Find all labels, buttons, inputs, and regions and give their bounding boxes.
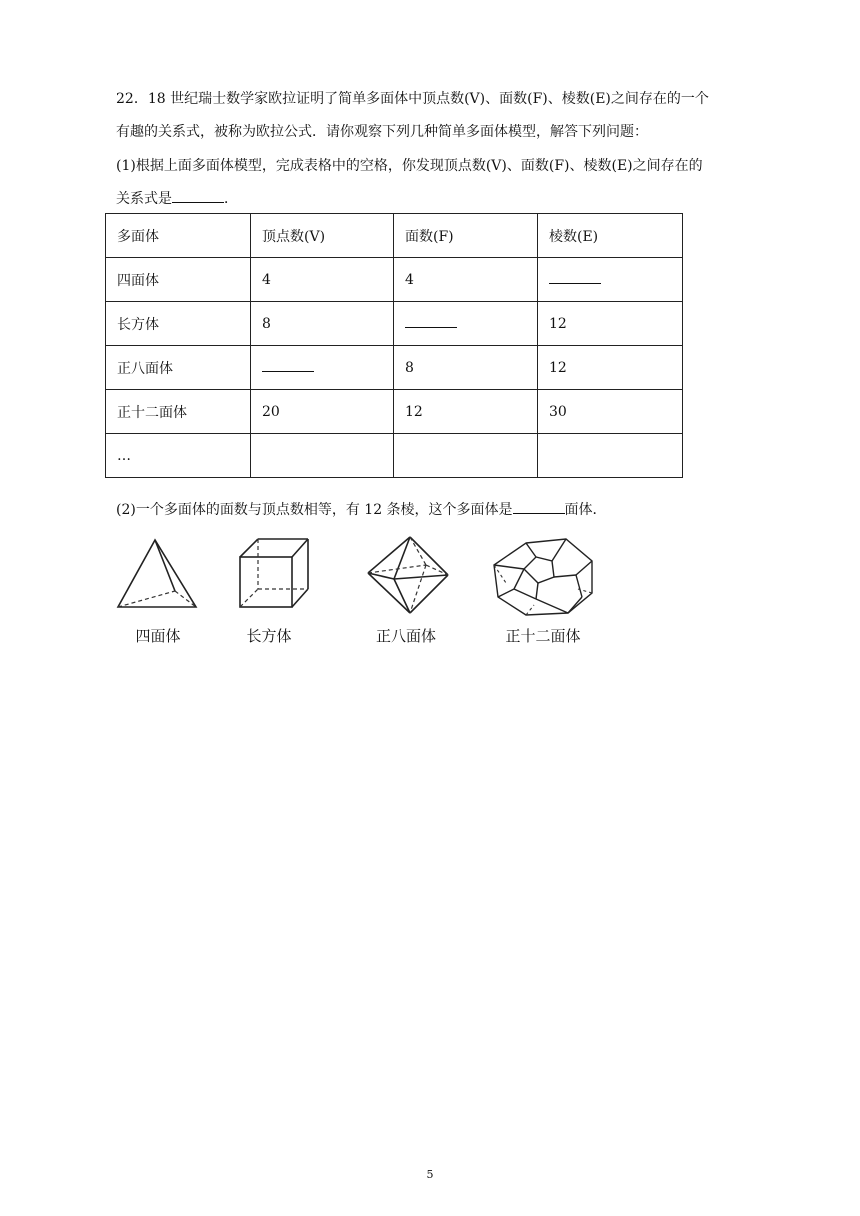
caption-cuboid: 长方体 [246, 627, 292, 645]
table-row [106, 346, 683, 390]
table-row [106, 258, 683, 302]
relation-prompt: 关系式是 [116, 191, 172, 207]
answer-blank [549, 273, 601, 284]
table-row [106, 390, 683, 434]
table-cell [251, 434, 394, 478]
dodecahedron-figure [488, 535, 600, 619]
table-row [106, 302, 683, 346]
table-cell: 长方体 [106, 302, 251, 346]
table-cell: 12 [538, 302, 683, 346]
octahedron-figure [362, 535, 456, 619]
table-cell [251, 346, 394, 390]
problem-line-1: 22．18 世纪瑞士数学家欧拉证明了简单多面体中顶点数(V)、面数(F)、棱数(E)之间存在的一个 [116, 91, 709, 107]
problem-line-2: 有趣的关系式，被称为欧拉公式．请你观察下列几种简单多面体模型，解答下列问题： [116, 124, 648, 140]
table-cell: 12 [538, 346, 683, 390]
table-cell: 四面体 [106, 258, 251, 302]
answer-blank [172, 190, 224, 203]
header-cell: 多面体 [106, 214, 251, 258]
table-cell: 4 [251, 258, 394, 302]
table-header-row [106, 214, 683, 258]
table-cell: 20 [251, 390, 394, 434]
table-cell: 30 [538, 390, 683, 434]
answer-blank [262, 361, 314, 372]
problem-line-4: 关系式是 ． [116, 191, 238, 207]
caption-dodecahedron: 正十二面体 [505, 627, 581, 645]
table-cell: 正八面体 [106, 346, 251, 390]
header-cell: 面数(F) [394, 214, 538, 258]
answer-blank [405, 317, 457, 328]
table-cell [538, 258, 683, 302]
cuboid-figure [232, 535, 314, 615]
tetrahedron-figure [112, 535, 202, 615]
page-number: 5 [426, 1168, 434, 1181]
table-cell: … [106, 434, 251, 478]
answer-blank [513, 501, 565, 514]
table-row [106, 434, 683, 478]
polyhedron-table [105, 213, 683, 478]
table-cell [394, 302, 538, 346]
header-cell: 顶点数(V) [251, 214, 394, 258]
problem-line-3: (1)根据上面多面体模型，完成表格中的空格，你发现顶点数(V)、面数(F)、棱数(E)之间存在的 [116, 158, 703, 174]
table-cell: 8 [251, 302, 394, 346]
table-cell [394, 434, 538, 478]
table-cell [538, 434, 683, 478]
table-cell: 8 [394, 346, 538, 390]
part2-line: (2)一个多面体的面数与顶点数相等，有 12 条棱，这个多面体是 面体． [116, 502, 607, 518]
table-cell: 4 [394, 258, 538, 302]
table-cell: 12 [394, 390, 538, 434]
caption-tetrahedron: 四面体 [135, 627, 181, 645]
table-cell: 正十二面体 [106, 390, 251, 434]
header-cell: 棱数(E) [538, 214, 683, 258]
caption-octahedron: 正八面体 [375, 627, 436, 645]
